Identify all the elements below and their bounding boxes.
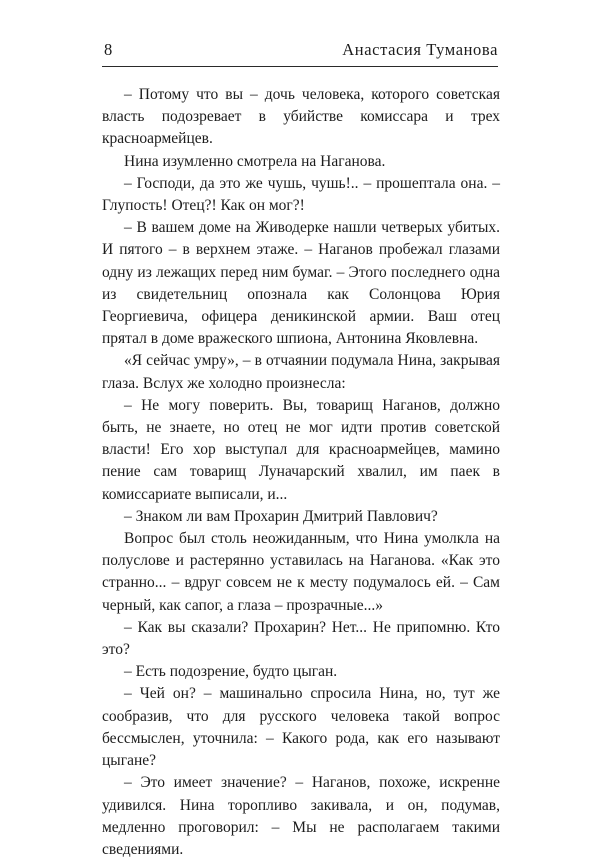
paragraph-3: – Господи, да это же чушь, чушь!.. – прошептала она. – Глупость! Отец?! Как он мог?! (102, 174, 500, 215)
paragraph-11: – Чей он? – машинально спросила Нина, но, тут же сообразив, что для русского человека такой вопрос бессмыслен, уточнила: – Какого рода, как его называют цыгане? (102, 685, 500, 770)
paragraph-7: – Знаком ли вам Прохарин Дмитрий Павлович? (124, 507, 438, 525)
paragraph-4: – В вашем доме на Живодерке нашли четверых убитых. И пятого – в верхнем этаже. – Наганов пробежал глазами одну из лежащих перед ним бумаг. – Этого последнего одна из свидетельниц опознала как Солонцова Юрия Георгиевича, офицера деникинской армии. Ваш отец прятал в доме вражеского шпиона, Антонина Яковлевна. (102, 219, 500, 348)
page-number: 8 (104, 40, 113, 59)
paragraph-8: Вопрос был столь неожиданным, что Нина умолкла на полуслове и растерянно уставилась на Наганова. «Как это странно... – вдруг совсем не к месту подумалось ей. – Сам черный, как сапог, а глаза – прозрачные...» (102, 530, 500, 614)
page-header (102, 38, 498, 67)
running-title: Анастасия Туманова (342, 40, 498, 59)
paragraph-12: – Это имеет значение? – Наганов, похоже, искренне удивился. Нина торопливо закивала, и он, подумав, медленно проговорил: – Мы не располагаем такими сведениями. (102, 774, 500, 858)
body-text (102, 84, 500, 861)
paragraph-5: «Я сейчас умру», – в отчаянии подумала Нина, закрывая глаза. Вслух же холодно произнесла: (102, 352, 500, 392)
paragraph-1: – Потому что вы – дочь человека, которого советская власть подозревает в убийстве комиссара и трех красноармейцев. (102, 86, 500, 148)
paragraph-9: – Как вы сказали? Прохарин? Нет... Не припомню. Кто это? (102, 618, 500, 659)
paragraph-2: Нина изумленно смотрела на Наганова. (124, 152, 386, 170)
paragraph-10: – Есть подозрение, будто цыган. (124, 663, 338, 681)
paragraph-6: – Не могу поверить. Вы, товарищ Наганов, должно быть, не знаете, но отец не мог идти против советской власти! Его хор выступал для красноармейцев, мамино пение сам товарищ Луначарский хвалил, им паек в комиссариате выписали, и... (102, 396, 500, 503)
